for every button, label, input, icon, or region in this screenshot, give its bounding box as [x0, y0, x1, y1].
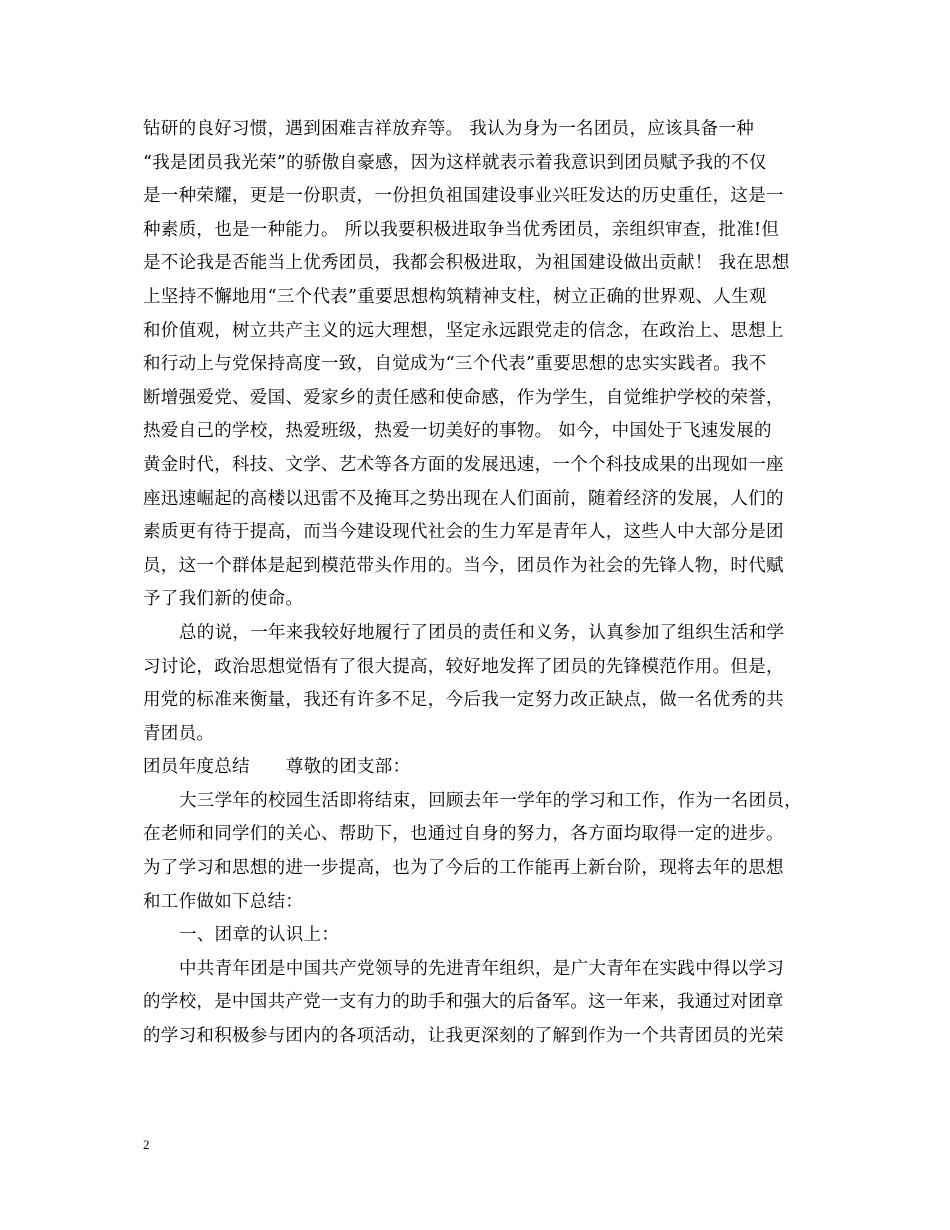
text-line: 座迅速崛起的高楼以迅雷不及掩耳之势出现在人们面前，随着经济的发展，人们的	[143, 488, 784, 509]
text-line: 和行动上与党保持高度一致，自觉成为“三个代表”重要思想的忠实实践者。我不	[143, 354, 767, 375]
text-line: 总的说，一年来我较好地履行了团员的责任和义务，认真参加了组织生活和学	[179, 622, 785, 643]
text-line: 的学校，是中国共产党一支有力的助手和强大的后备军。这一年来，我通过对团章	[143, 992, 784, 1013]
text-line: 和价值观，树立共产主义的远大理想，坚定永远跟党走的信念，在政治上、思想上	[143, 320, 784, 341]
paragraph-league-charter	[143, 953, 811, 1054]
text-line: 断增强爱党、爱国、爱家乡的责任感和使命感，作为学生，自觉维护学校的荣誉，	[143, 387, 784, 408]
text-line: 种素质，也是一种能力。 所以我要积极进取争当优秀团员，亲组织审查，批准!但	[143, 219, 780, 240]
subheading: 一、团章的认识上：	[179, 925, 340, 946]
text-line: 在老师和同学们的关心、帮助下，也通过自身的努力，各方面均取得一定的进步。	[143, 824, 784, 845]
text-line: 大三学年的校园生活即将结束，回顾去年一学年的学习和工作，作为一名团员，	[179, 790, 802, 811]
document-body	[143, 113, 811, 1054]
section-title: 团员年度总结	[143, 757, 250, 778]
subheading-paragraph	[143, 919, 811, 953]
text-line: 员，这一个群体是起到模范带头作用的。当今，团员作为社会的先锋人物，时代赋	[143, 555, 784, 576]
text-line: 素质更有待于提高，而当今建设现代社会的生力军是青年人，这些人中大部分是团	[143, 522, 784, 543]
heading-row	[143, 751, 811, 785]
text-line: “我是团员我光荣”的骄傲自豪感，因为这样就表示着我意识到团员赋予我的不仅	[143, 152, 767, 173]
text-line: 热爱自己的学校，热爱班级，热爱一切美好的事物。 如今，中国处于飞速发展的	[143, 421, 772, 442]
text-line: 用党的标准来衡量，我还有许多不足，今后我一定努力改正缺点，做一名优秀的共	[143, 690, 784, 711]
text-line: 和工作做如下总结：	[143, 891, 304, 912]
section-heading-line	[143, 751, 811, 785]
page-number: 2	[143, 1137, 150, 1152]
text-line: 是不论我是否能当上优秀团员，我都会积极进取，为祖国建设做出贡献！ 我在思想	[143, 253, 790, 274]
text-line: 黄金时代，科技、文学、艺术等各方面的发展迅速，一个个科技成果的出现如一座	[143, 454, 784, 475]
paragraph-summary	[143, 617, 811, 751]
text-line: 钻研的良好习惯，遇到困难吉祥放弃等。 我认为身为一名团员，应该具备一种	[143, 119, 755, 139]
text-line: 是一种荣耀，更是一份职责，一份担负祖国建设事业兴旺发达的历史重任，这是一	[143, 186, 784, 207]
text-line: 青团员。	[143, 723, 215, 744]
paragraph-intro	[143, 785, 811, 919]
text-line: 为了学习和思想的进一步提高，也为了今后的工作能再上新台阶，现将去年的思想	[143, 858, 784, 879]
text-line: 习讨论，政治思想觉悟有了很大提高，较好地发挥了团员的先锋模范作用。但是，	[143, 656, 784, 677]
text-line: 上坚持不懈地用“三个代表”重要思想构筑精神支柱，树立正确的世界观、人生观	[143, 286, 767, 307]
salutation: 尊敬的团支部：	[285, 757, 411, 778]
text-line: 的学习和积极参与团内的各项活动，让我更深刻的了解到作为一个共青团员的光荣	[143, 1026, 784, 1047]
text-line: 予了我们新的使命。	[143, 589, 304, 610]
paragraph-continued	[143, 113, 811, 617]
text-line: 中共青年团是中国共产党领导的先进青年组织，是广大青年在实践中得以学习	[179, 958, 785, 979]
